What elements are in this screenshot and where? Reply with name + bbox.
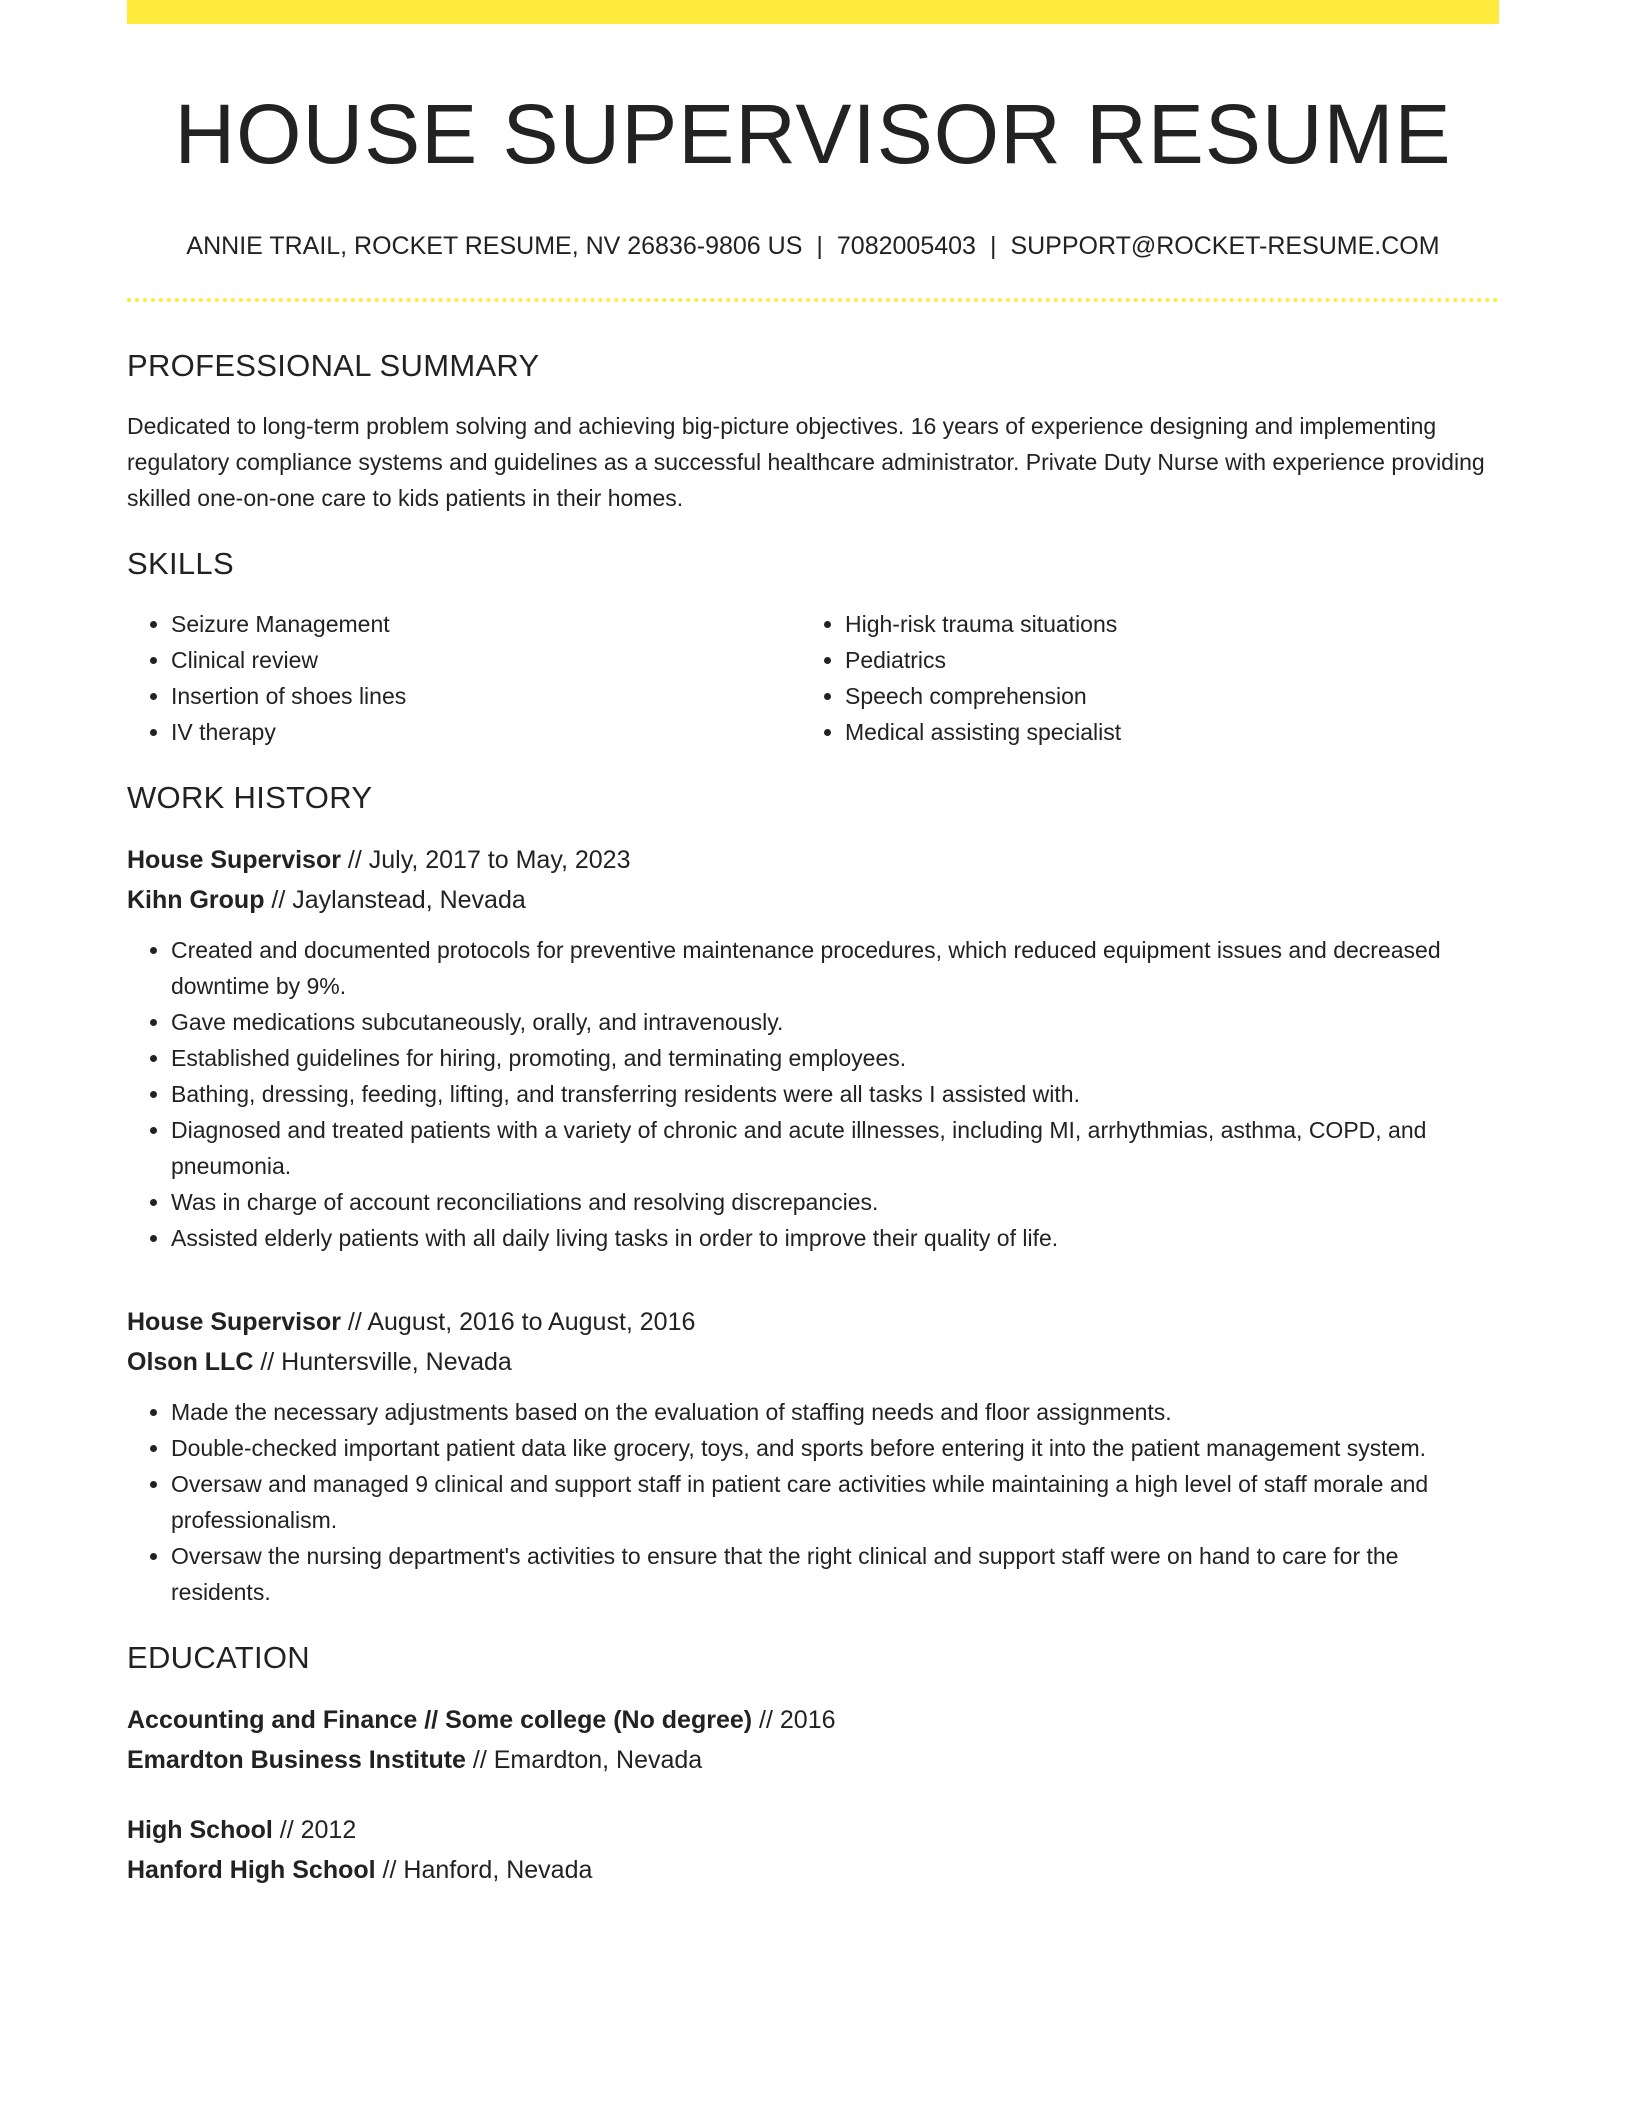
summary-text: Dedicated to long-term problem solving and achieving big-picture objectives. 16 years of experience designing and implementing regulatory compliance systems and guidelines as a successful healthcare administrator. Private Duty Nurse with experience providing skilled one-on-one care to kids patients in their homes.	[127, 413, 1485, 511]
dotted-divider	[127, 298, 1499, 302]
job-bullet: • Gave medications subcutaneously, orally, and intravenously.	[171, 1004, 1499, 1040]
education-degree-line	[127, 1810, 1499, 1850]
contact-separator: |	[816, 232, 823, 260]
contact-phone: 7082005403	[836, 232, 976, 260]
education-entry	[127, 1700, 1499, 1780]
job-title-line	[127, 1302, 1499, 1342]
education-entry	[127, 1810, 1499, 1890]
job-bullet: • Oversaw the nursing department's activities to ensure that the right clinical and support staff were on hand to care for the residents.	[171, 1538, 1499, 1610]
education-heading: EDUCATION	[127, 1640, 310, 1675]
skill-item: • Seizure Management	[171, 606, 801, 642]
education-year: // 2016	[752, 1706, 836, 1734]
job-entry	[127, 840, 1499, 1256]
job-bullet: • Made the necessary adjustments based on the evaluation of staffing needs and floor assignments.	[171, 1394, 1499, 1430]
resume-title: HOUSE SUPERVISOR RESUME	[174, 87, 1452, 181]
skills-list	[127, 606, 1499, 750]
job-dates: // July, 2017 to May, 2023	[340, 846, 631, 874]
education-location: // Hanford, Nevada	[375, 1856, 593, 1884]
skills-column-right	[801, 606, 1475, 750]
contact-email: SUPPORT@ROCKET-RESUME.COM	[1010, 232, 1440, 260]
education-degree-line	[127, 1700, 1499, 1740]
skill-item: • Speech comprehension	[845, 678, 1475, 714]
summary-heading: PROFESSIONAL SUMMARY	[127, 348, 540, 383]
contact-separator: |	[989, 232, 997, 260]
job-company: Kihn Group	[127, 886, 265, 914]
job-entry	[127, 1302, 1499, 1610]
job-bullets	[127, 1394, 1499, 1610]
job-bullet: • Bathing, dressing, feeding, lifting, and transferring residents were all tasks I assisted with.	[171, 1076, 1499, 1112]
job-company-line	[127, 880, 1499, 920]
skill-item: • Medical assisting specialist	[845, 714, 1475, 750]
job-bullet: • Assisted elderly patients with all daily living tasks in order to improve their quality of life.	[171, 1220, 1499, 1256]
job-bullet: • Oversaw and managed 9 clinical and support staff in patient care activities while maintaining a high level of staff morale and professionalism.	[171, 1466, 1499, 1538]
skill-item: • Pediatrics	[845, 642, 1475, 678]
job-company-line	[127, 1342, 1499, 1382]
education-degree: High School	[127, 1816, 273, 1844]
education-school-line	[127, 1850, 1499, 1890]
job-bullet: • Double-checked important patient data like grocery, toys, and sports before entering it into the patient management system.	[171, 1430, 1499, 1466]
work-history-heading: WORK HISTORY	[127, 780, 373, 815]
education-school-line	[127, 1740, 1499, 1780]
skills-heading: SKILLS	[127, 546, 234, 581]
accent-bar	[127, 0, 1499, 24]
skill-item: • Insertion of shoes lines	[171, 678, 801, 714]
job-location: // Jaylanstead, Nevada	[264, 886, 526, 914]
job-bullet: • Was in charge of account reconciliations and resolving discrepancies.	[171, 1184, 1499, 1220]
education-degree: Accounting and Finance // Some college (No degree)	[127, 1706, 753, 1734]
resume-page	[127, 0, 1499, 1890]
job-bullet: • Established guidelines for hiring, promoting, and terminating employees.	[171, 1040, 1499, 1076]
job-title-line	[127, 840, 1499, 880]
job-title: House Supervisor	[127, 846, 341, 874]
education-school: Emardton Business Institute	[127, 1746, 466, 1774]
job-dates: // August, 2016 to August, 2016	[340, 1308, 696, 1336]
job-bullet: • Created and documented protocols for preventive maintenance procedures, which reduced equipment issues and decreased downtime by 9%.	[171, 932, 1499, 1004]
job-location: // Huntersville, Nevada	[253, 1348, 512, 1376]
education-location: // Emardton, Nevada	[465, 1746, 703, 1774]
skill-item: • High-risk trauma situations	[845, 606, 1475, 642]
contact-line	[127, 230, 1499, 262]
education-school: Hanford High School	[127, 1856, 376, 1884]
education-year: // 2012	[272, 1816, 357, 1844]
job-bullet: • Diagnosed and treated patients with a variety of chronic and acute illnesses, including MI, arrhythmias, asthma, COPD, and pneumonia.	[171, 1112, 1499, 1184]
job-title: House Supervisor	[127, 1308, 341, 1336]
contact-address: ANNIE TRAIL, ROCKET RESUME, NV 26836-9806 US	[186, 232, 803, 260]
job-bullets	[127, 932, 1499, 1256]
skill-item: • Clinical review	[171, 642, 801, 678]
job-company: Olson LLC	[127, 1348, 254, 1376]
skill-item: • IV therapy	[171, 714, 801, 750]
skills-column-left	[127, 606, 801, 750]
